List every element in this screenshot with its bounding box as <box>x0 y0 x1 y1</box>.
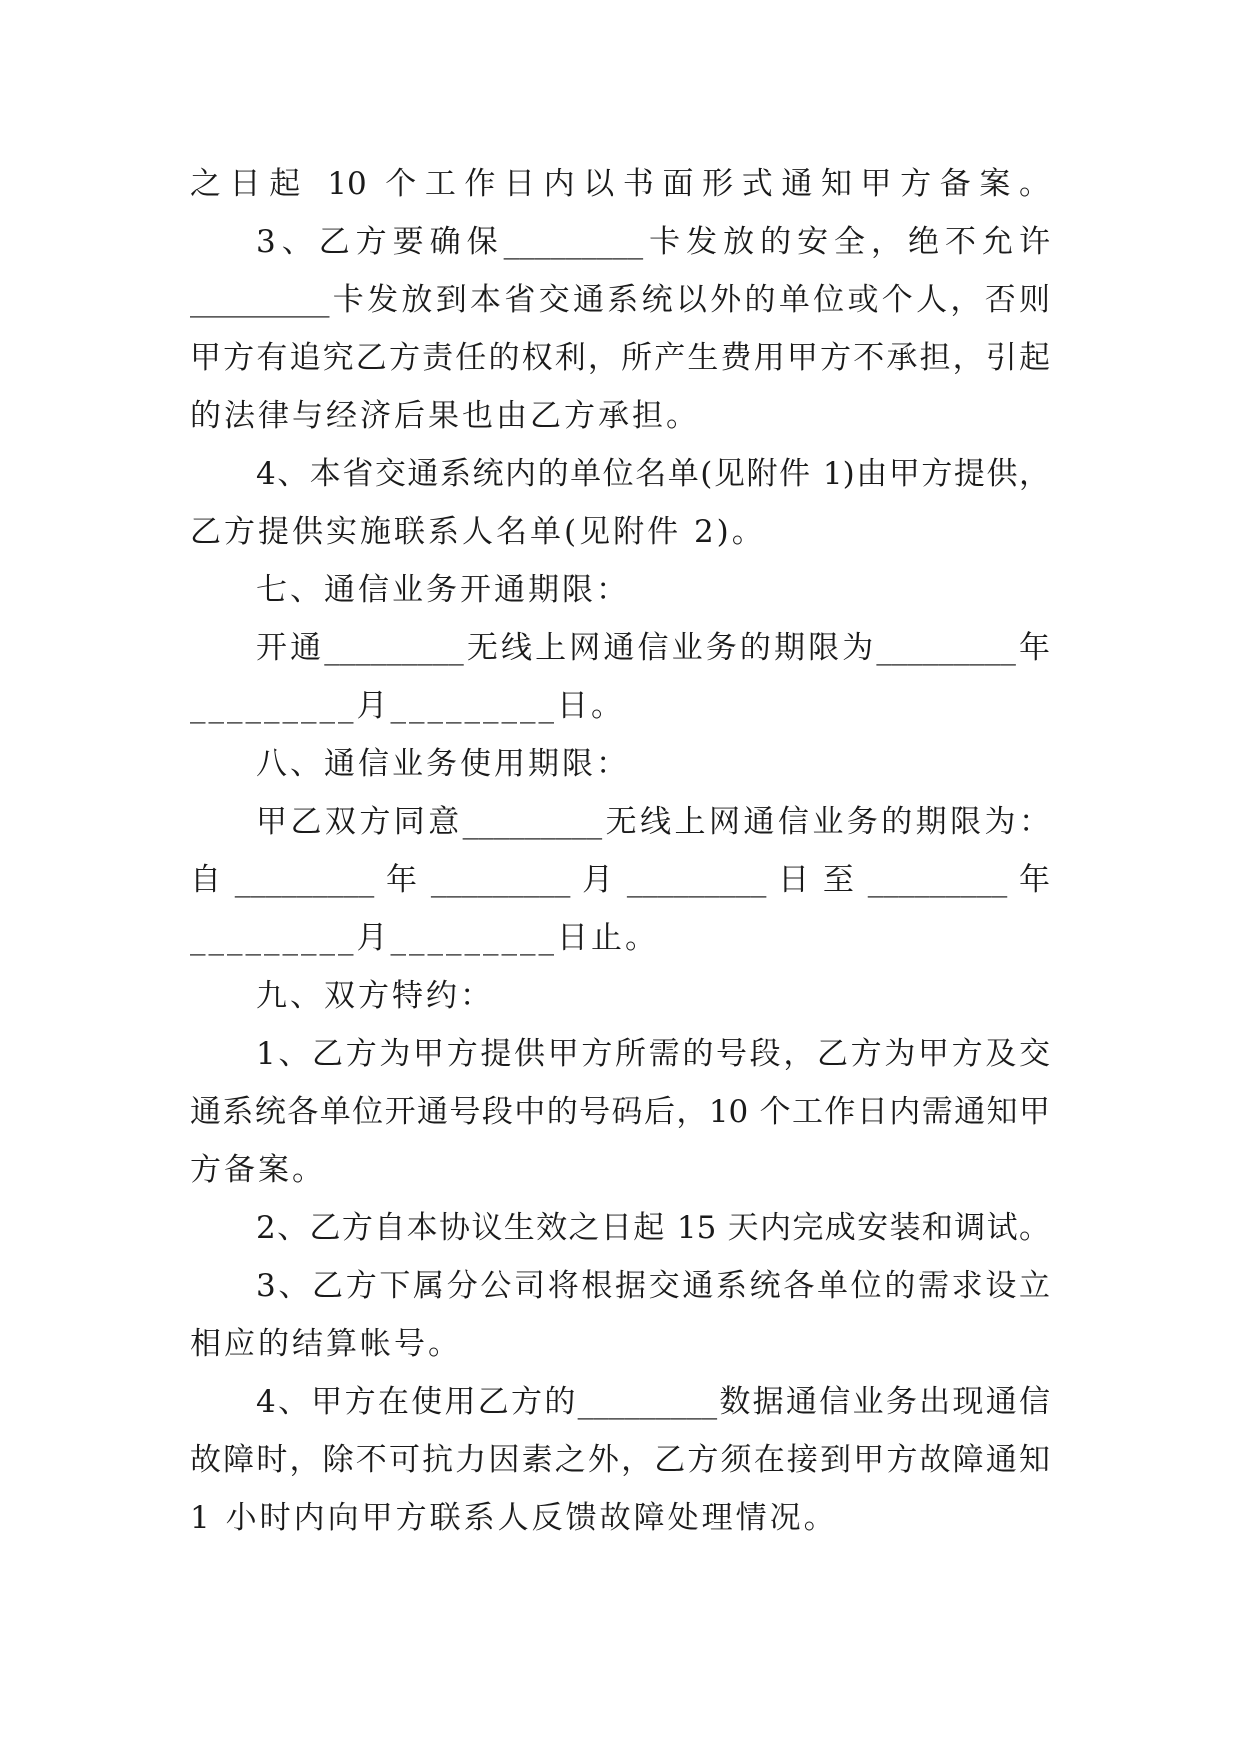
text-line: 1、乙方为甲方提供甲方所需的号段，乙方为甲方及交 <box>256 1036 1050 1072</box>
text-line: 之日起 10 个工作日内以书面形式通知甲方备案。 <box>190 166 1050 202</box>
text-line: 故障时，除不可抗力因素之外，乙方须在接到甲方故障通知 <box>190 1442 1050 1478</box>
text-line: _________卡发放到本省交通系统以外的单位或个人，否则 <box>190 282 1050 318</box>
text-line: 通系统各单位开通号段中的号码后，10 个工作日内需通知甲 <box>190 1094 1050 1130</box>
section-heading: 七、通信业务开通期限： <box>256 572 630 608</box>
text-line: 方备案。 <box>190 1152 326 1188</box>
section-heading: 九、双方特约： <box>256 978 494 1014</box>
text-line: 4、本省交通系统内的单位名单(见附件 1)由甲方提供， <box>256 456 1050 492</box>
text-line: _________月_________日止。 <box>190 920 659 956</box>
text-line: _________月_________日。 <box>190 688 625 724</box>
text-line: 4、甲方在使用乙方的_________数据通信业务出现通信 <box>256 1384 1050 1420</box>
text-line: 3、乙方下属分公司将根据交通系统各单位的需求设立 <box>256 1268 1050 1304</box>
text-line: 自 _________ 年 _________ 月 _________ 日 至 _________ 年 <box>190 862 1050 898</box>
text-line: 甲方有追究乙方责任的权利，所产生费用甲方不承担，引起 <box>190 340 1050 376</box>
text-line: 的法律与经济后果也由乙方承担。 <box>190 398 700 434</box>
text-line: 相应的结算帐号。 <box>190 1326 462 1362</box>
section-heading: 八、通信业务使用期限： <box>256 746 630 782</box>
text-line: 乙方提供实施联系人名单(见附件 2)。 <box>190 514 766 550</box>
text-line: 3、乙方要确保_________卡发放的安全，绝不允许 <box>256 224 1050 260</box>
text-line: 甲乙双方同意_________无线上网通信业务的期限为： <box>256 804 1050 840</box>
text-line: 开通_________无线上网通信业务的期限为_________年 <box>256 630 1050 666</box>
text-line: 1 小时内向甲方联系人反馈故障处理情况。 <box>190 1500 838 1536</box>
text-line: 2、乙方自本协议生效之日起 15 天内完成安装和调试。 <box>256 1210 1050 1246</box>
